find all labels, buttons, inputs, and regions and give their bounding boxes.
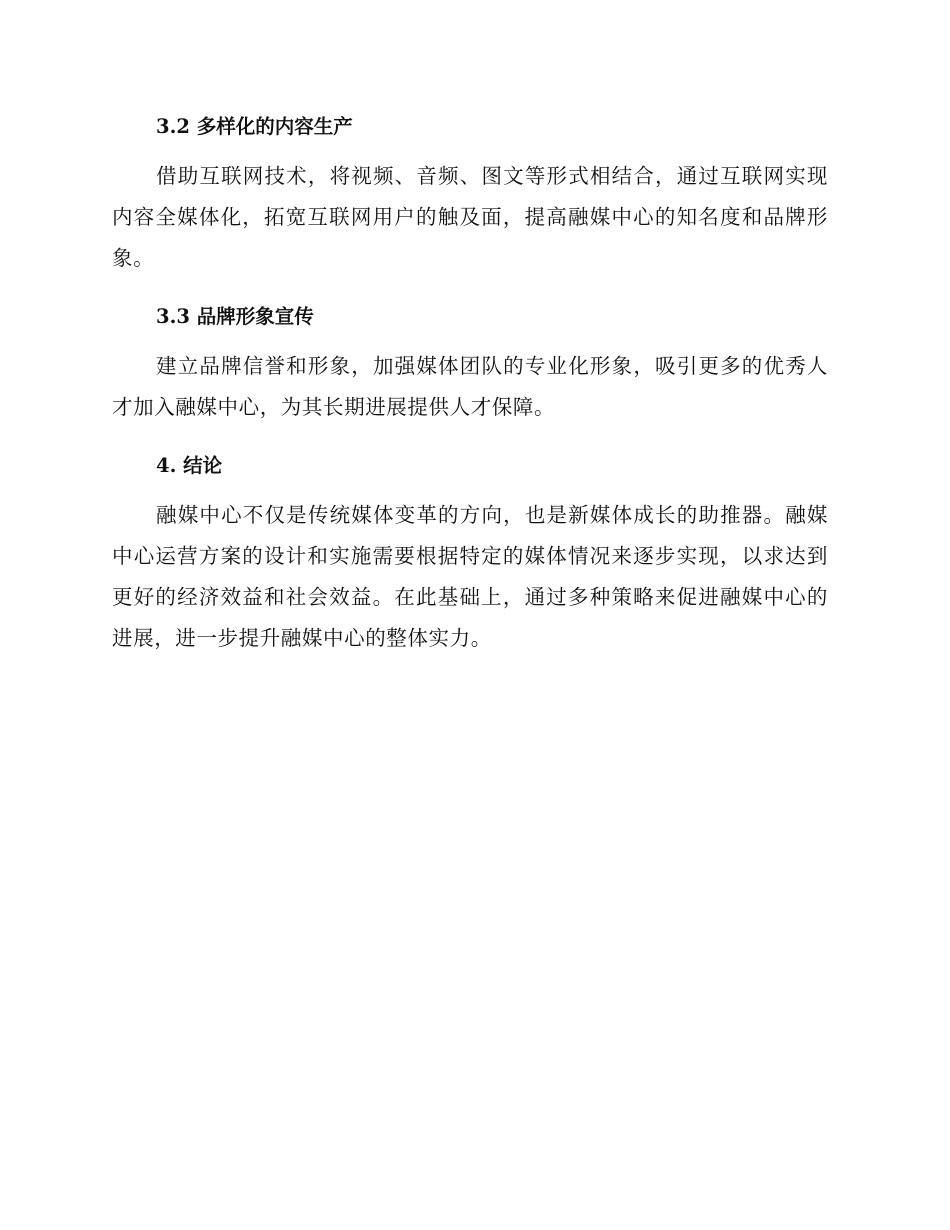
section-heading-3-3: 3.3 品牌形象宣传	[156, 305, 314, 328]
section-paragraph-4: 融媒中心不仅是传统媒体变革的方向，也是新媒体成长的助推器。融媒中心运营方案的设计和实施需要根据特定的媒体情况来逐步实现，以求达到更好的经济效益和社会效益。在此基础上，通过多种策略来促进融媒中心的进展，进一步提升融媒中心的整体实力。	[112, 503, 828, 650]
spacer	[112, 279, 828, 302]
spacer	[112, 142, 828, 156]
spacer	[112, 332, 828, 346]
section-heading-4: 4. 结论	[156, 454, 223, 477]
spacer	[112, 428, 828, 451]
document-body	[112, 112, 828, 659]
section-heading-3-2: 3.2 多样化的内容生产	[156, 115, 353, 138]
section-paragraph-3-3: 建立品牌信誉和形象，加强媒体团队的专业化形象，吸引更多的优秀人才加入融媒中心，为其长期进展提供人才保障。	[112, 354, 828, 419]
section-paragraph-3-2: 借助互联网技术，将视频、音频、图文等形式相结合，通过互联网实现内容全媒体化，拓宽互联网用户的触及面，提高融媒中心的知名度和品牌形象。	[112, 164, 828, 270]
spacer	[112, 481, 828, 495]
